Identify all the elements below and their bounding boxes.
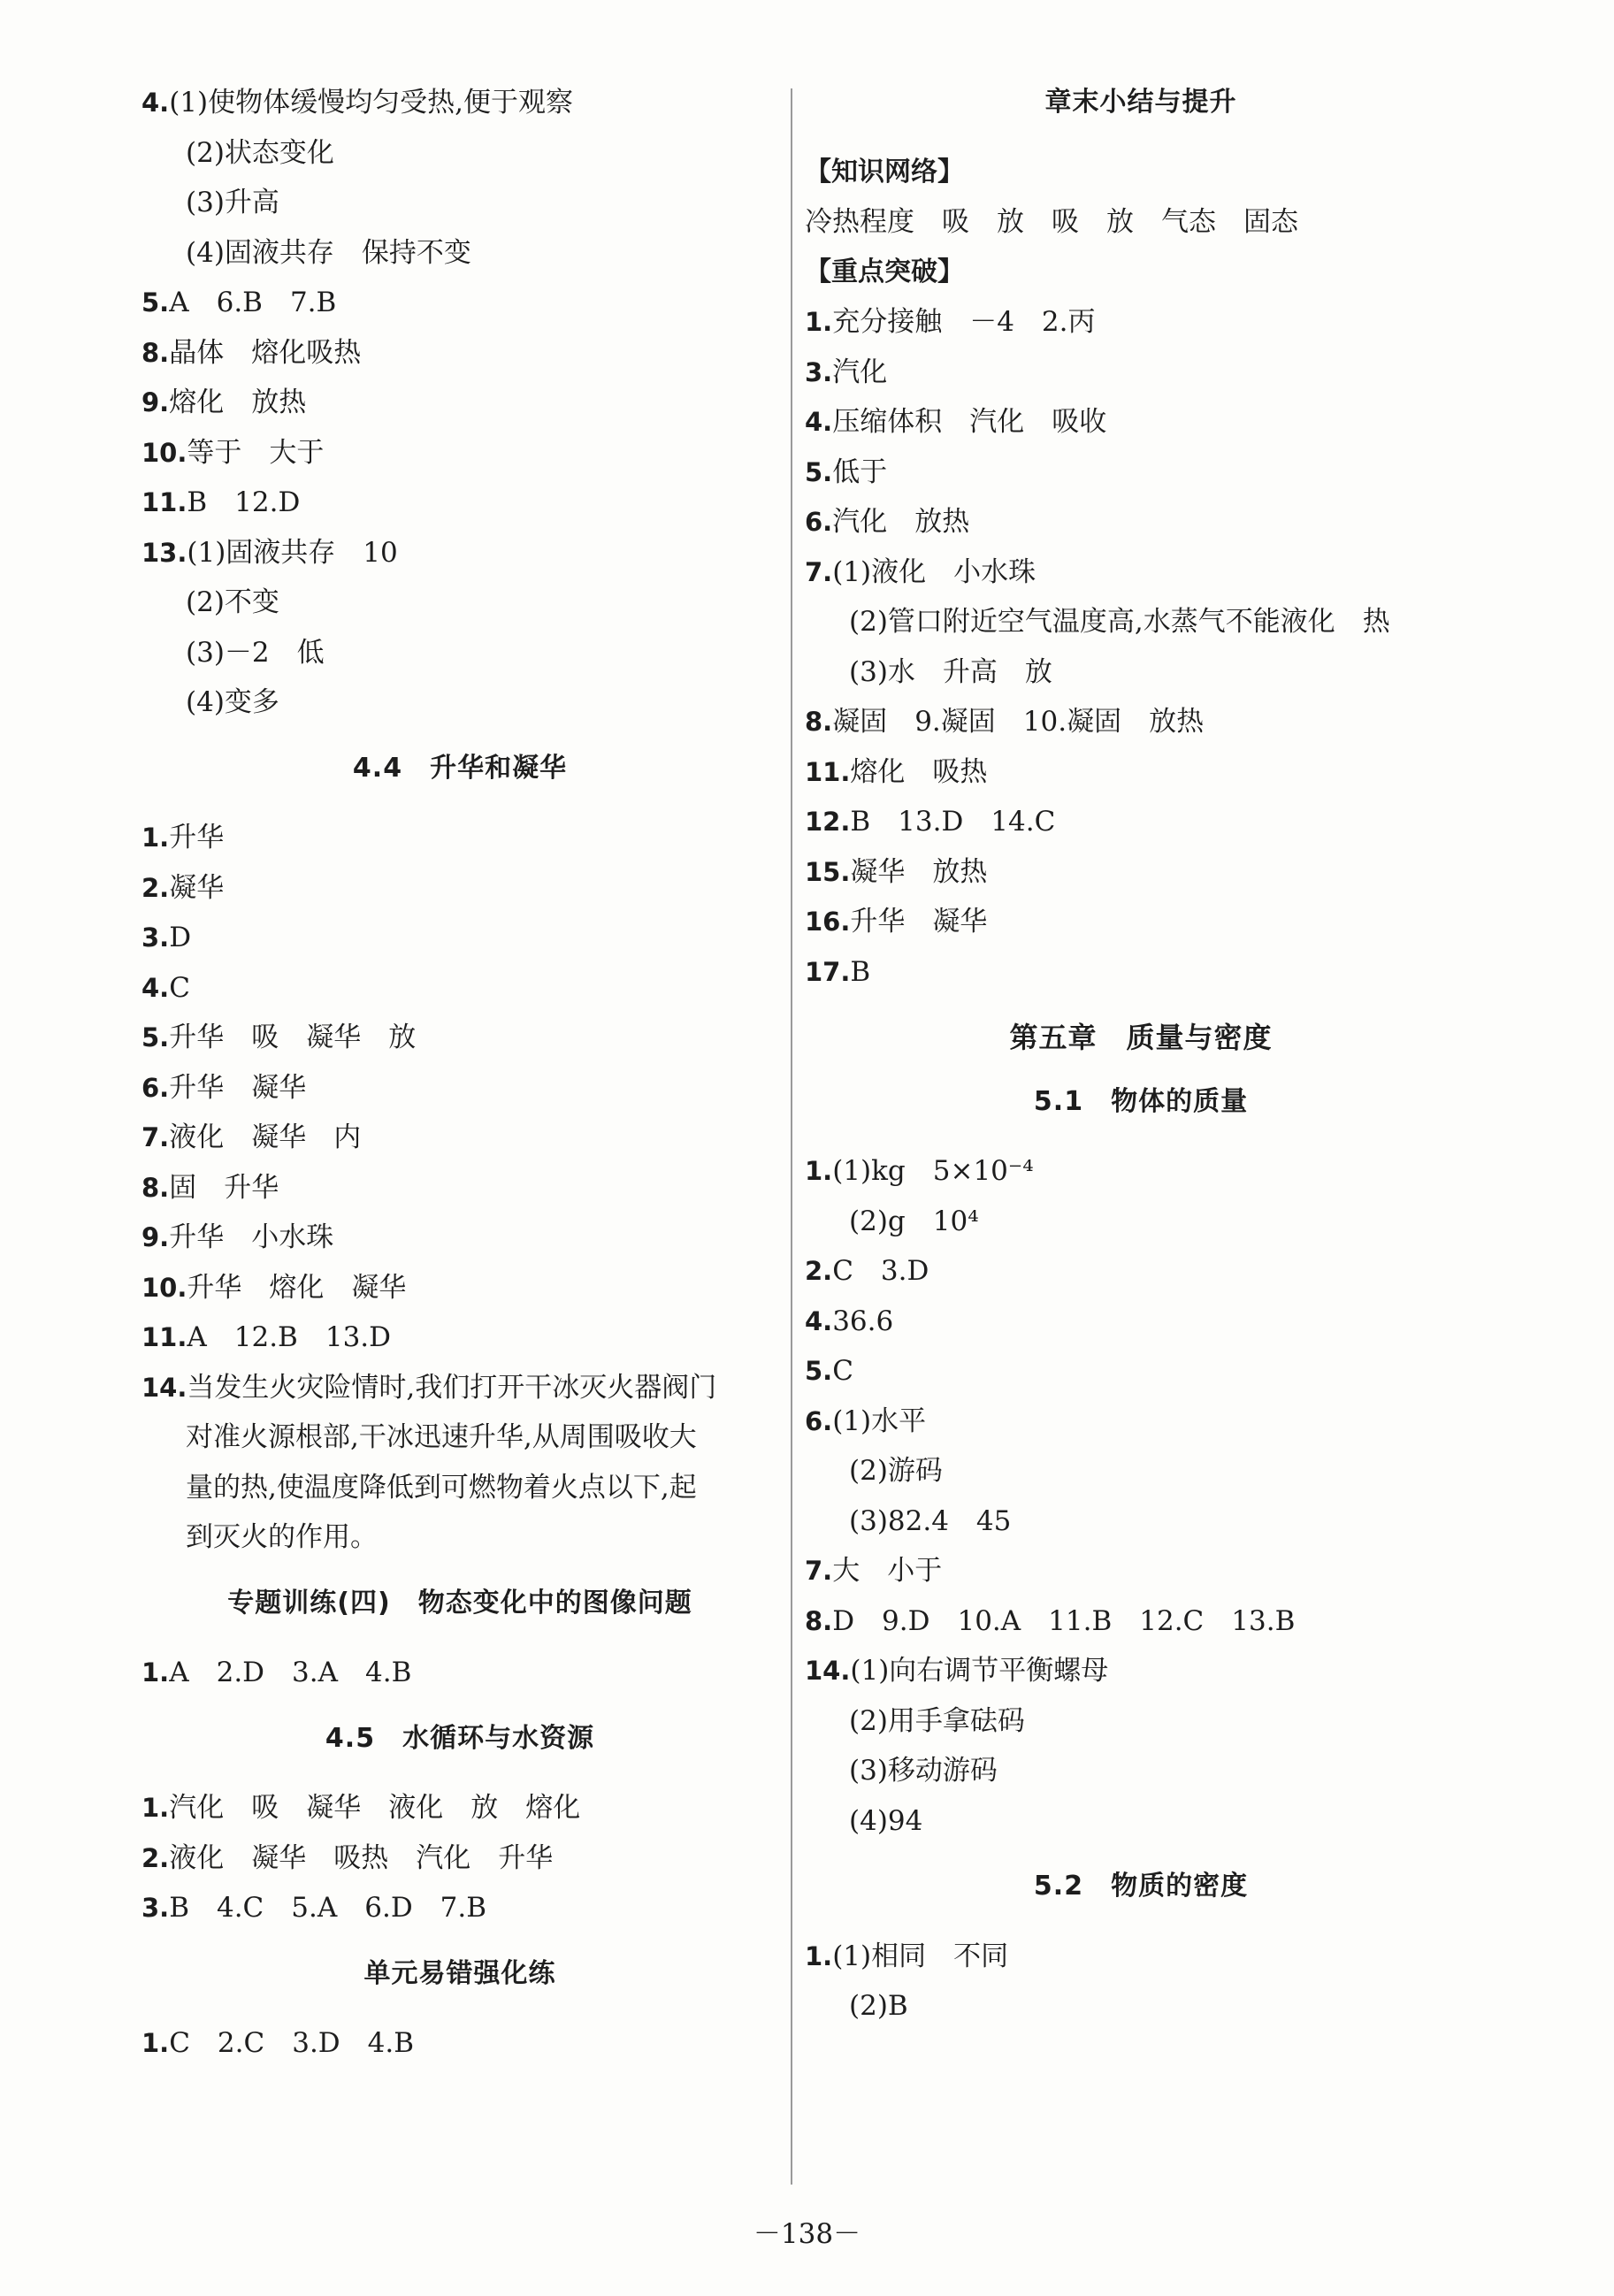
answer-line bbox=[805, 348, 1477, 398]
answer-text: 熔化 放热 bbox=[169, 386, 307, 418]
answer-number: 12. bbox=[805, 807, 851, 837]
chapter-heading-5: 第五章 质量与密度 bbox=[1009, 1021, 1273, 1054]
answer-line bbox=[805, 1346, 1477, 1397]
answer-number: 5. bbox=[805, 1356, 833, 1386]
answer-line bbox=[142, 913, 778, 963]
answer-number: 5. bbox=[805, 456, 833, 487]
answer-line bbox=[805, 1197, 1477, 1247]
answer-line bbox=[805, 1446, 1477, 1496]
answer-line bbox=[142, 128, 778, 179]
answer-text: B 13.D 14.C bbox=[850, 806, 1056, 838]
answer-number: 6. bbox=[805, 507, 833, 537]
answer-text: (3)移动游码 bbox=[849, 1755, 998, 1787]
answer-text: 晶体 熔化吸热 bbox=[169, 336, 362, 369]
answer-line bbox=[142, 278, 778, 328]
answer-line bbox=[805, 697, 1477, 747]
page-number: －138－ bbox=[753, 2218, 861, 2250]
answer-line bbox=[805, 797, 1477, 847]
answer-line bbox=[805, 847, 1477, 898]
answer-number: 10. bbox=[142, 437, 187, 468]
answer-line bbox=[142, 1013, 778, 1063]
section-heading-5-2: 5.2 物质的密度 bbox=[1033, 1871, 1249, 1902]
answer-line bbox=[805, 1546, 1477, 1596]
answer-line bbox=[142, 578, 778, 628]
answer-text: 压缩体积 汽化 吸收 bbox=[832, 406, 1107, 438]
answer-text: (1)固液共存 10 bbox=[187, 536, 398, 569]
answer-text: A 12.B 13.D bbox=[187, 1321, 391, 1353]
answer-number: 7. bbox=[805, 556, 833, 587]
answer-block-4-5 bbox=[142, 1783, 778, 1933]
answer-line bbox=[805, 1397, 1477, 1447]
answer-line bbox=[142, 1213, 778, 1263]
answer-q14 bbox=[142, 1363, 778, 1563]
answer-number: 9. bbox=[142, 387, 170, 417]
answer-text: 熔化 吸热 bbox=[850, 755, 988, 788]
answer-text: (1)kg 5×10⁻⁴ bbox=[832, 1155, 1034, 1187]
answer-number: 7. bbox=[805, 1556, 833, 1586]
answer-line bbox=[805, 1146, 1477, 1197]
section-heading-special-training: 专题训练(四) 物态变化中的图像问题 bbox=[227, 1587, 692, 1619]
answer-number: 1. bbox=[142, 823, 170, 853]
answer-text: 36.6 bbox=[832, 1305, 894, 1337]
answer-line bbox=[805, 897, 1477, 947]
answer-text: 升华 凝华 bbox=[169, 1071, 307, 1104]
answer-line: 1.C 2.C 3.D 4.B bbox=[142, 2027, 415, 2059]
answer-line bbox=[142, 478, 778, 528]
answer-text: (2)游码 bbox=[849, 1455, 943, 1487]
answer-text: (3)升高 bbox=[186, 187, 279, 218]
answer-text: (2)状态变化 bbox=[186, 136, 334, 169]
answer-block-5-1 bbox=[805, 1146, 1477, 1846]
answer-number: 10. bbox=[142, 1272, 187, 1303]
answer-text-line4: 到灭火的作用。 bbox=[186, 1521, 378, 1553]
answer-line bbox=[805, 397, 1477, 448]
answer-number: 6. bbox=[142, 1072, 170, 1103]
answer-line bbox=[805, 497, 1477, 547]
answer-text: (3)82.4 45 bbox=[849, 1504, 1012, 1537]
left-column bbox=[142, 78, 778, 2069]
section-heading-4-4: 4.4 升华和凝华 bbox=[352, 752, 568, 784]
answer-line bbox=[805, 1297, 1477, 1347]
answer-text: D bbox=[169, 922, 192, 953]
answer-line bbox=[805, 647, 1477, 698]
answer-line bbox=[142, 1883, 778, 1933]
answer-text: B 4.C 5.A 6.D 7.B bbox=[169, 1892, 487, 1924]
answer-number: 3. bbox=[805, 356, 833, 387]
answer-number: 1. bbox=[805, 307, 833, 337]
answer-text: C bbox=[832, 1355, 853, 1387]
answer-text: 大 小于 bbox=[832, 1555, 943, 1587]
answer-line bbox=[805, 1932, 1477, 1982]
answer-number: 2. bbox=[142, 1842, 170, 1873]
column-divider bbox=[791, 88, 792, 2185]
answer-number: 11. bbox=[142, 487, 187, 517]
answer-text: (2)不变 bbox=[186, 586, 279, 618]
answer-text: (1)向右调节平衡螺母 bbox=[850, 1655, 1109, 1687]
answer-number: 15. bbox=[805, 856, 851, 887]
answer-text: 升华 小水珠 bbox=[169, 1221, 334, 1253]
answer-text: 升华 熔化 凝华 bbox=[187, 1271, 407, 1304]
answer-line bbox=[142, 677, 778, 728]
answer-text: (4)变多 bbox=[186, 686, 279, 718]
answer-text: (2)用手拿砝码 bbox=[849, 1704, 1025, 1737]
answer-number: 13. bbox=[142, 537, 187, 568]
answer-text: A 6.B 7.B bbox=[169, 287, 337, 318]
answer-text: (1)相同 不同 bbox=[832, 1940, 1009, 1972]
answer-line: 1.A 2.D 3.A 4.B bbox=[142, 1657, 412, 1688]
section-heading-5-1: 5.1 物体的质量 bbox=[1033, 1085, 1249, 1117]
answer-number: 3. bbox=[142, 1893, 170, 1923]
answer-text: 充分接触 －4 2.丙 bbox=[832, 306, 1096, 338]
answer-block-5-2 bbox=[805, 1932, 1477, 2032]
answer-line bbox=[805, 947, 1477, 998]
answer-text-line1: 当发生火灾险情时,我们打开干冰灭火器阀门 bbox=[187, 1371, 717, 1404]
answer-line bbox=[142, 378, 778, 428]
answer-number: 5. bbox=[142, 287, 170, 318]
answer-number: 2. bbox=[805, 1256, 833, 1286]
answer-number: 11. bbox=[142, 1322, 187, 1352]
answer-number: 4. bbox=[142, 972, 170, 1003]
section-heading-chapter-summary: 章末小结与提升 bbox=[1044, 87, 1237, 118]
answer-text: (4)固液共存 保持不变 bbox=[186, 236, 471, 269]
answer-text: 汽化 放热 bbox=[832, 506, 970, 538]
answer-number: 7. bbox=[142, 1122, 170, 1152]
answer-line bbox=[142, 178, 778, 228]
answer-number: 6. bbox=[805, 1405, 833, 1436]
answer-line bbox=[142, 813, 778, 863]
answer-line bbox=[142, 1313, 778, 1363]
answer-text: (2)B bbox=[849, 1990, 908, 2022]
answer-line bbox=[142, 428, 778, 478]
answer-line bbox=[805, 597, 1477, 647]
answer-text: 凝固 9.凝固 10.凝固 放热 bbox=[832, 706, 1205, 738]
answer-line bbox=[142, 1783, 778, 1833]
answer-text: 升华 吸 凝华 放 bbox=[169, 1022, 417, 1053]
answer-line bbox=[142, 328, 778, 379]
answer-text: (1)水平 bbox=[832, 1404, 927, 1437]
answer-line bbox=[805, 1796, 1477, 1847]
answer-text: (2)g 10⁴ bbox=[849, 1205, 979, 1237]
answer-text: 升华 凝华 bbox=[850, 906, 988, 938]
answer-line bbox=[805, 1646, 1477, 1696]
right-column bbox=[805, 78, 1477, 2032]
answer-line bbox=[142, 1063, 778, 1114]
answer-number: 1. bbox=[805, 1156, 833, 1186]
section-heading-4-5: 4.5 水循环与水资源 bbox=[325, 1722, 595, 1754]
answer-text: B bbox=[850, 955, 871, 988]
answer-text-line2: 对准火源根部,干冰迅速升华,从周围吸收大 bbox=[186, 1421, 697, 1453]
answer-number: 9. bbox=[142, 1222, 170, 1252]
answer-line bbox=[805, 1981, 1477, 2032]
answer-number: 8. bbox=[142, 337, 170, 368]
label-key-breakthrough: 【重点突破】 bbox=[805, 256, 964, 287]
answer-line bbox=[142, 1833, 778, 1884]
answer-line bbox=[142, 963, 778, 1014]
answer-block-summary bbox=[805, 297, 1477, 997]
answer-text: 汽化 吸 凝华 液化 放 熔化 bbox=[169, 1792, 581, 1824]
answer-number: 8. bbox=[142, 1172, 170, 1203]
answer-text: (3)水 升高 放 bbox=[849, 655, 1052, 688]
answer-text: (1)液化 小水珠 bbox=[832, 555, 1036, 588]
answer-text: (3)－2 低 bbox=[186, 636, 325, 669]
answer-text: D 9.D 10.A 11.B 12.C 13.B bbox=[832, 1604, 1296, 1637]
answer-text: (1)使物体缓慢均匀受热,便于观察 bbox=[169, 87, 573, 119]
answer-number: 3. bbox=[142, 922, 170, 953]
answer-line bbox=[142, 1163, 778, 1213]
answer-text: 液化 凝华 内 bbox=[169, 1121, 362, 1153]
answer-number: 2. bbox=[142, 872, 170, 903]
answer-text: 固 升华 bbox=[169, 1171, 279, 1204]
knowledge-network-line: 冷热程度 吸 放 吸 放 气态 固态 bbox=[805, 206, 1298, 238]
answer-number: 1. bbox=[805, 1940, 833, 1971]
label-knowledge-network: 【知识网络】 bbox=[805, 156, 964, 188]
answer-number: 4. bbox=[142, 88, 170, 118]
answer-line bbox=[142, 628, 778, 678]
answer-text: 等于 大于 bbox=[187, 436, 325, 469]
answer-number: 17. bbox=[805, 956, 851, 987]
answer-line bbox=[805, 1596, 1477, 1647]
answer-line bbox=[142, 528, 778, 578]
answer-number: 4. bbox=[805, 407, 833, 437]
answer-number: 14. bbox=[142, 1372, 187, 1403]
answer-text: 凝华 bbox=[169, 871, 225, 904]
answer-line bbox=[805, 1696, 1477, 1747]
answer-block-4-3 bbox=[142, 78, 778, 728]
answer-number: 1. bbox=[142, 1793, 170, 1823]
answer-number: 8. bbox=[805, 707, 833, 737]
answer-text: 升华 bbox=[169, 822, 225, 853]
answer-text: 液化 凝华 吸热 汽化 升华 bbox=[169, 1841, 554, 1874]
answer-line bbox=[805, 1246, 1477, 1297]
answer-text: C bbox=[169, 971, 190, 1004]
answer-line bbox=[805, 1496, 1477, 1547]
section-heading-unit-errors: 单元易错强化练 bbox=[363, 1957, 556, 1989]
answer-line bbox=[805, 297, 1477, 348]
answer-block-4-4 bbox=[142, 813, 778, 1363]
answer-number: 16. bbox=[805, 907, 851, 937]
answer-text: (2)管口附近空气温度高,水蒸气不能液化 热 bbox=[849, 606, 1390, 638]
answer-text: (4)94 bbox=[849, 1804, 923, 1837]
answer-number: 8. bbox=[805, 1605, 833, 1636]
answer-text: 凝华 放热 bbox=[850, 855, 988, 888]
answer-line bbox=[805, 547, 1477, 598]
answer-number: 4. bbox=[805, 1305, 833, 1336]
answer-text: C 3.D bbox=[832, 1255, 929, 1287]
answer-line bbox=[142, 1113, 778, 1163]
answer-number: 14. bbox=[805, 1656, 851, 1686]
answer-text: 汽化 bbox=[832, 356, 888, 388]
answer-text-line3: 量的热,使温度降低到可燃物着火点以下,起 bbox=[186, 1471, 697, 1504]
answer-number: 11. bbox=[805, 756, 851, 787]
answer-text: B 12.D bbox=[187, 486, 301, 518]
answer-line bbox=[142, 1263, 778, 1313]
answer-line bbox=[805, 1746, 1477, 1796]
answer-line bbox=[805, 747, 1477, 798]
answer-number: 5. bbox=[142, 1022, 170, 1052]
answer-text: 低于 bbox=[832, 455, 888, 488]
answer-line bbox=[142, 863, 778, 914]
answer-line bbox=[142, 78, 778, 128]
answer-line bbox=[142, 228, 778, 279]
answer-line bbox=[805, 448, 1477, 498]
